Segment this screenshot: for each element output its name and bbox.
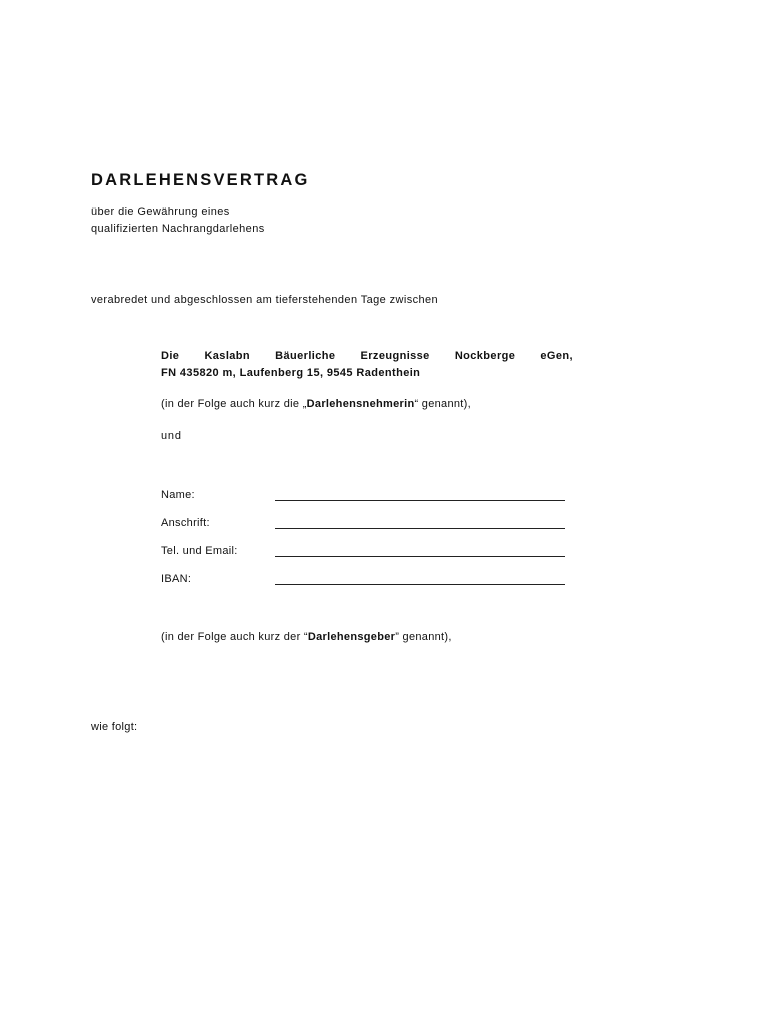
subtitle-line-2: qualifizierten Nachrangdarlehens (91, 223, 265, 235)
phone-email-field[interactable] (275, 556, 565, 557)
lender-note (161, 631, 452, 643)
intro-text: verabredet und abgeschlossen am tieferstehenden Tage zwischen (91, 294, 439, 306)
borrower-name-word: Kaslabn (204, 350, 251, 362)
lender-term: Darlehensgeber (307, 631, 396, 643)
lender-note-suffix: ” genannt), (395, 631, 452, 643)
address-field[interactable] (275, 528, 565, 529)
borrower-note (161, 398, 471, 410)
field-label-phone-email: Tel. und Email: (161, 545, 238, 557)
connector-text: und (161, 430, 182, 442)
iban-field[interactable] (275, 584, 565, 585)
borrower-name-word: Die (161, 350, 180, 362)
field-label-address: Anschrift: (161, 517, 210, 529)
borrower-note-prefix: (in der Folge auch kurz die „ (161, 398, 307, 410)
closing-text: wie folgt: (91, 721, 138, 733)
name-field[interactable] (275, 500, 565, 501)
borrower-name-word: Erzeugnisse (360, 350, 430, 362)
borrower-name (161, 350, 573, 362)
borrower-name-word: Nockberge (454, 350, 516, 362)
borrower-name-word: Bäuerliche (275, 350, 336, 362)
field-label-name: Name: (161, 489, 195, 501)
borrower-term: Darlehensnehmerin (306, 398, 415, 410)
borrower-address: FN 435820 m, Laufenberg 15, 9545 Radenthein (161, 367, 421, 379)
borrower-note-suffix: “ genannt), (414, 398, 471, 410)
document-title: DARLEHENSVERTRAG (91, 171, 310, 189)
lender-note-prefix: (in der Folge auch kurz der “ (161, 631, 308, 643)
borrower-name-word: eGen, (540, 350, 573, 362)
subtitle-line-1: über die Gewährung eines (91, 206, 230, 218)
field-label-iban: IBAN: (161, 573, 192, 585)
